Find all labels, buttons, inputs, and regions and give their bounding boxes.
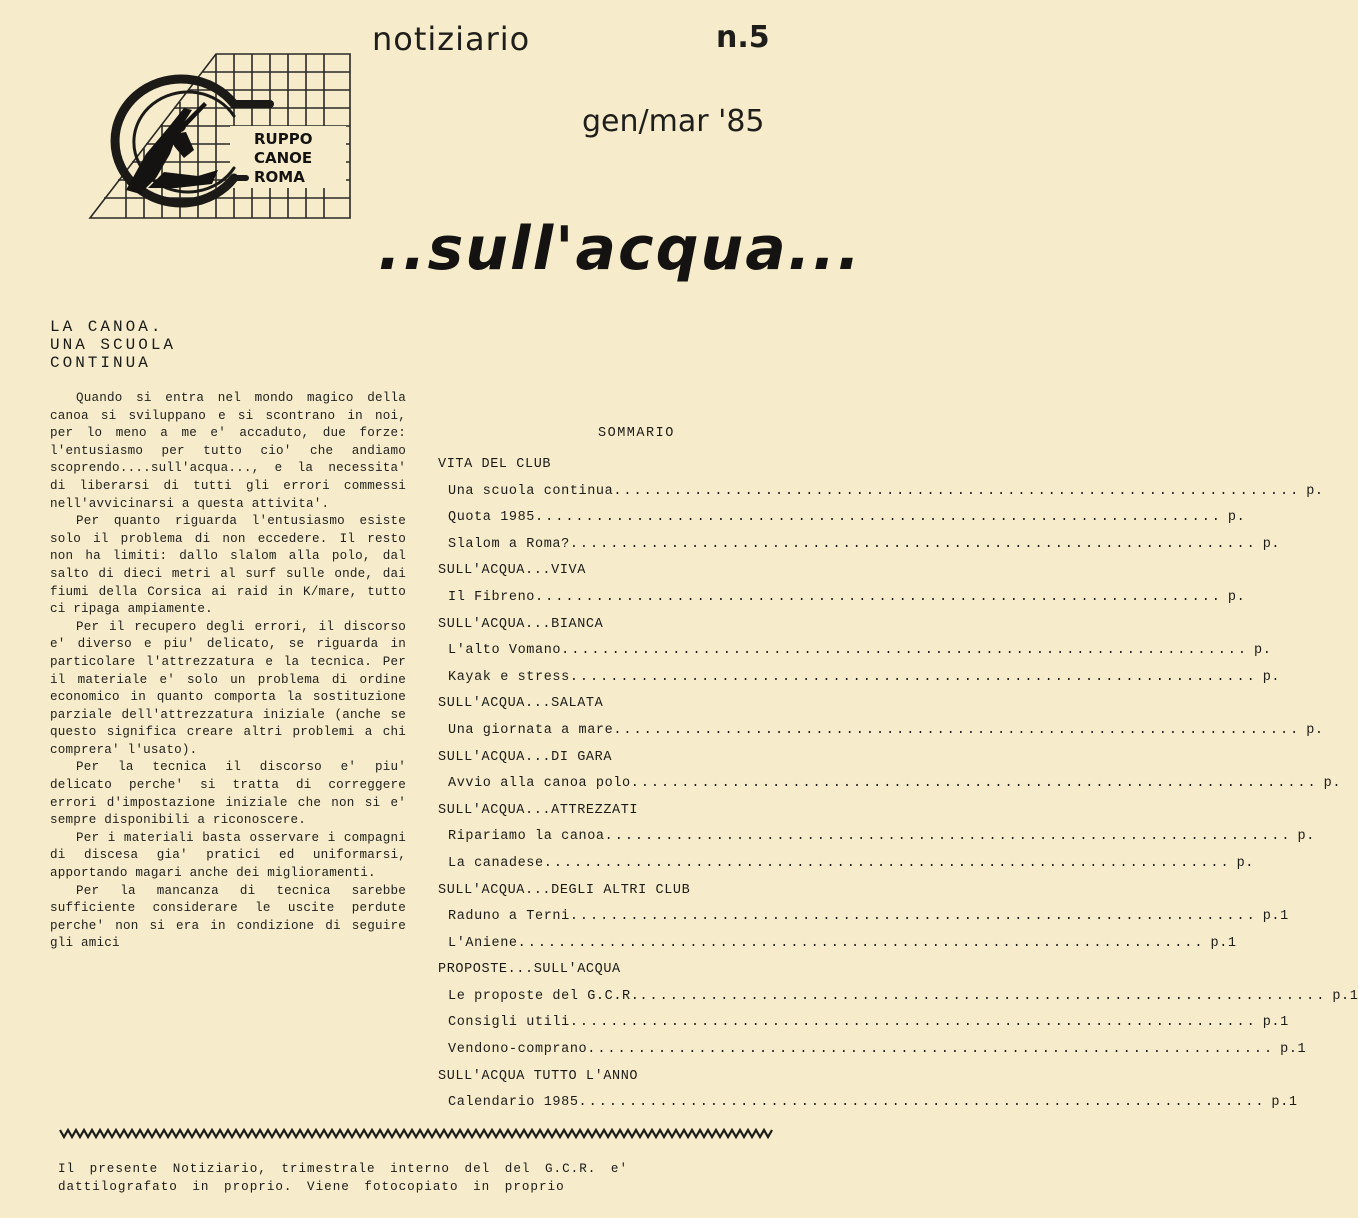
contents-item-page: p. <box>1236 855 1255 871</box>
contents-heading: SOMMARIO <box>598 426 675 441</box>
contents-item-label: Vendono-comprano <box>448 1042 588 1058</box>
issue-number: n.5 <box>716 20 770 55</box>
wavy-divider <box>60 1126 776 1140</box>
contents-item-page: p.1 <box>1210 935 1237 951</box>
article-body <box>50 390 406 953</box>
contents-item-page: p.1 <box>1280 1042 1307 1058</box>
logo-line-1: RUPPO <box>254 130 313 148</box>
contents-section-title: PROPOSTE...SULL'ACQUA <box>438 962 621 978</box>
contents-section-title: SULL'ACQUA...ATTREZZATI <box>438 802 639 818</box>
contents-item-page: p. <box>1254 643 1272 659</box>
article-paragraph: Quando si entra nel mondo magico della canoa si sviluppano e si scontrano in noi, per lo meno a me e' accaduto, due forze: l'entusiasmo per tutto cio' che andiamo scoprendo....sull'acqua..., e la necessita' di liberarsi di tutti gli errori commessi nell'avvicinarsi a questa attivita'. <box>50 391 406 511</box>
contents-item-label: Kayak e stress <box>448 669 570 685</box>
contents-item-page: p. <box>1306 722 1324 738</box>
dot-leader <box>631 771 1318 798</box>
dot-leader <box>535 505 1222 532</box>
contents-item <box>438 771 1342 798</box>
contents-item-page: p.1 <box>1271 1095 1298 1111</box>
gruppo-canoe-roma-logo <box>86 50 356 222</box>
contents-section-title: SULL'ACQUA...DI GARA <box>438 749 613 765</box>
masthead-title: ..sull'acqua... <box>378 214 863 284</box>
contents-item-label: Le proposte del G.C.R. <box>448 988 640 1004</box>
contents-item <box>438 718 1324 745</box>
dot-leader <box>587 1037 1274 1064</box>
contents-item-page: p. <box>1227 510 1246 526</box>
contents-section-title: SULL'ACQUA...DEGLI ALTRI CLUB <box>438 882 691 898</box>
contents-item-page: p.1 <box>1262 909 1289 925</box>
contents-item-label: L'alto Vomano <box>448 643 562 659</box>
dot-leader <box>570 532 1257 559</box>
contents-item-label: Quota 1985 <box>448 510 536 526</box>
contents-item <box>438 1037 1307 1064</box>
contents-item-page: p. <box>1323 776 1342 792</box>
contents-list <box>438 452 1358 1117</box>
contents-item-label: Consigli utili <box>448 1015 570 1031</box>
contents-item-page: p. <box>1262 669 1281 685</box>
contents-section-title: SULL'ACQUA TUTTO L'ANNO <box>438 1068 639 1084</box>
contents-item-label: Slalom a Roma? <box>448 536 570 552</box>
article-paragraph: Per il recupero degli errori, il discorso e' diverso e piu' delicato, se riguarda in particolare l'attrezzatura e la tecnica. Per il materiale e' solo un problema di ordine economico in quanto comporta la sostituzione parziale dell'attrezzatura iniziale (anche se questo significa creare altri problemi a chi comprera' l'usato). <box>50 619 406 757</box>
contents-item-label: Calendario 1985 <box>448 1095 579 1111</box>
contents-item-label: Raduno a Terni <box>448 909 570 925</box>
contents-item-label: Ripariamo la canoa <box>448 829 605 845</box>
article-title-line-2: UNA SCUOLA <box>50 336 177 354</box>
contents-item-label: Una giornata a mare <box>448 722 614 738</box>
contents-item-page: p. <box>1306 483 1324 499</box>
article-title-line-3: CONTINUA <box>50 354 151 372</box>
dot-leader <box>579 1090 1266 1117</box>
logo-line-2: CANOE <box>254 149 313 167</box>
contents-item <box>438 824 1315 851</box>
contents-item-label: L'Aniene <box>448 935 518 951</box>
contents-item <box>438 532 1281 559</box>
contents-item-page: p.1 <box>1262 1015 1289 1031</box>
article-title-line-1: LA CANOA. <box>50 318 164 336</box>
contents-item-label: La canadese <box>448 855 544 871</box>
dot-leader <box>613 479 1300 506</box>
contents-item <box>438 851 1255 878</box>
contents-item <box>438 904 1289 931</box>
contents-item <box>438 1010 1289 1037</box>
contents-item <box>438 585 1246 612</box>
newsletter-title: notiziario <box>372 20 531 58</box>
contents-section-title: SULL'ACQUA...BIANCA <box>438 616 604 632</box>
contents-item <box>438 638 1272 665</box>
dot-leader <box>605 824 1292 851</box>
article-paragraph: Per la mancanza di tecnica sarebbe sufficiente considerare le uscite perdute perche' non si era in condizione di seguire gli amici <box>50 883 406 951</box>
article-paragraph: Per quanto riguarda l'entusiasmo esiste solo il problema di non eccedere. Il resto non ha limiti: dallo slalom alla polo, dal salto di dieci metri al surf sulle onde, dai fiumi della Corsica ai raid in K/mare, tutto ci ripaga ampiamente. <box>50 514 406 617</box>
dot-leader <box>544 851 1231 878</box>
dot-leader <box>518 931 1205 958</box>
contents-item-page: p. <box>1262 536 1281 552</box>
contents-item <box>438 479 1324 506</box>
contents-section-title: SULL'ACQUA...SALATA <box>438 696 604 712</box>
dot-leader <box>613 718 1300 745</box>
contents-item-label: Avvio alla canoa polo <box>448 776 631 792</box>
dot-leader <box>639 984 1326 1011</box>
dot-leader <box>570 1010 1257 1037</box>
contents-item-page: p. <box>1297 829 1315 845</box>
contents-item-label: Una scuola continua <box>448 483 614 499</box>
issue-date: gen/mar '85 <box>582 104 765 139</box>
contents-item <box>438 931 1237 958</box>
contents-section-title: VITA DEL CLUB <box>438 457 552 472</box>
dot-leader <box>570 665 1257 692</box>
dot-leader <box>561 638 1248 665</box>
contents-item-page: p.1 <box>1332 988 1358 1004</box>
article-title <box>50 318 176 372</box>
logo-line-3: ROMA <box>254 168 305 186</box>
contents-item-label: Il Fibreno <box>448 589 536 605</box>
article-paragraph: Per i materiali basta osservare i compagni di discesa gia' pratici ed uniformarsi, apportando magari anche dei miglioramenti. <box>50 830 406 881</box>
contents-item <box>438 984 1358 1011</box>
dot-leader <box>570 904 1257 931</box>
contents-item <box>438 505 1246 532</box>
contents-item-page: p. <box>1227 589 1246 605</box>
contents-section-title: SULL'ACQUA...VIVA <box>438 563 586 579</box>
contents-item <box>438 1090 1298 1117</box>
footer-note: Il presente Notiziario, trimestrale interno del del G.C.R. e' dattilografato in proprio. Viene fotocopiato in proprio <box>58 1162 629 1194</box>
article-paragraph: Per la tecnica il discorso e' piu' delicato perche' si tratta di correggere errori d'impostazione iniziale che non si e' sempre disponibili a riconoscere. <box>50 760 406 828</box>
dot-leader <box>535 585 1222 612</box>
contents-item <box>438 665 1281 692</box>
